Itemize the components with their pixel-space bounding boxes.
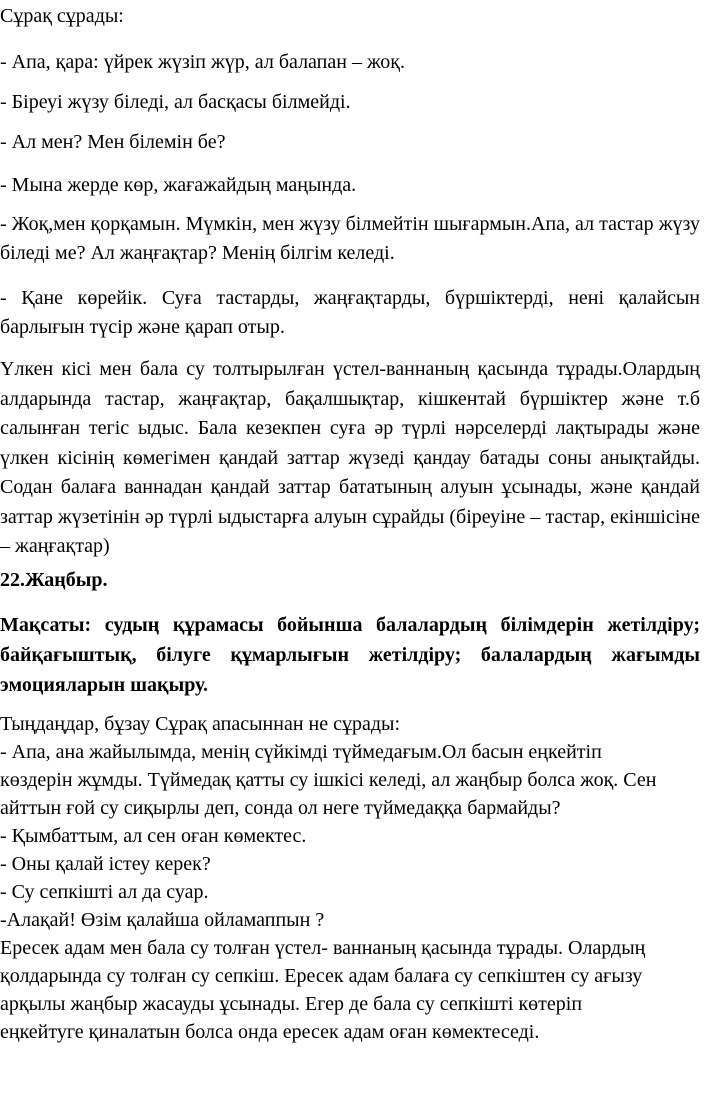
activity-line-3: арқылы жаңбыр жасауды ұсынады. Егер де бала су сепкішті көтеріп xyxy=(0,993,583,1015)
paragraph-activity-description: Үлкен кісі мен бала су толтырылған үстел-ваннаның қасында тұрады.Олардың алдарында тастар, жаңғақтар, бақалшықтар, кішкентай бүршіктер және т.б салынған тегіс ыдыс. Бала кезекпен суға әр түрлі нәрселерді лақтырады және үлкен кісінің көмегімен қандай заттар жүзеді қандау батады соны анықтайды. Содан балаға ваннадан қандай заттар бататының алуын ұсынады, және қандай заттар жүзетінін әр түрлі ыдыстарға алуын сұрайды (біреуіне – тастар, екіншісіне – жаңғақтар) xyxy=(0,358,700,557)
paragraph-intro: Сұрақ сұрады: xyxy=(0,5,124,27)
story-line-4: айттын ғой су сиқырлы деп, сонда ол неге түймедаққа бармайды? xyxy=(0,797,561,819)
activity-line-1: Ересек адам мен бала су толған үстел- ваннаның қасында тұрады. Олардың xyxy=(0,937,646,959)
dialogue-line-5: - Жоқ,мен қорқамын. Мүмкін, мен жүзу білмейтін шығармын.Апа, ал тастар жүзу біледі ме? Ал жаңғақтар? Менің білгім келеді. xyxy=(0,213,700,264)
story-line-5: - Қымбаттым, ал сен оған көмектес. xyxy=(0,825,307,847)
section-goal: Мақсаты: судың құрамасы бойынша балалардың білімдерін жетілдіру; байқағыштық, білуге құмарлығын жетілдіру; балалардың жағымды эмоцияларын шақыру. xyxy=(0,614,700,696)
dialogue-line-4: - Мына жерде көр, жағажайдың маңында. xyxy=(0,174,357,196)
dialogue-line-3: - Ал мен? Мен білемін бе? xyxy=(0,131,226,153)
story-line-1: Тыңдаңдар, бұзау Сұрақ апасыннан не сұрады: xyxy=(0,713,401,735)
activity-line-4: еңкейтуге қиналатын болса онда ересек адам оған көмектеседі. xyxy=(0,1021,540,1043)
story-line-3: көздерін жұмды. Түймедақ қатты су ішкісі келеді, ал жаңбыр болса жоқ. Сен xyxy=(0,769,657,791)
dialogue-line-6: - Қане көрейік. Суға тастарды, жаңғақтарды, бүршіктерді, нені қалайсын барлығын түсір және қарап отыр. xyxy=(0,287,700,338)
story-line-8: -Алақай! Өзім қалайша ойламаппын ? xyxy=(0,909,325,931)
story-line-2: - Апа, ана жайылымда, менің сүйкімді түймедағым.Ол басын еңкейтіп xyxy=(0,741,602,763)
story-line-7: - Су сепкішті ал да суар. xyxy=(0,881,209,903)
story-line-6: - Оны қалай істеу керек? xyxy=(0,853,211,875)
activity-line-2: қолдарында су толған су сепкіш. Ересек адам балаға су сепкіштен су ағызу xyxy=(0,965,643,987)
dialogue-line-1: - Апа, қара: үйрек жүзіп жүр, ал балапан – жоқ. xyxy=(0,51,405,73)
section-heading: 22.Жаңбыр. xyxy=(0,569,108,591)
dialogue-line-2: - Біреуі жүзу біледі, ал басқасы білмейді. xyxy=(0,91,351,113)
